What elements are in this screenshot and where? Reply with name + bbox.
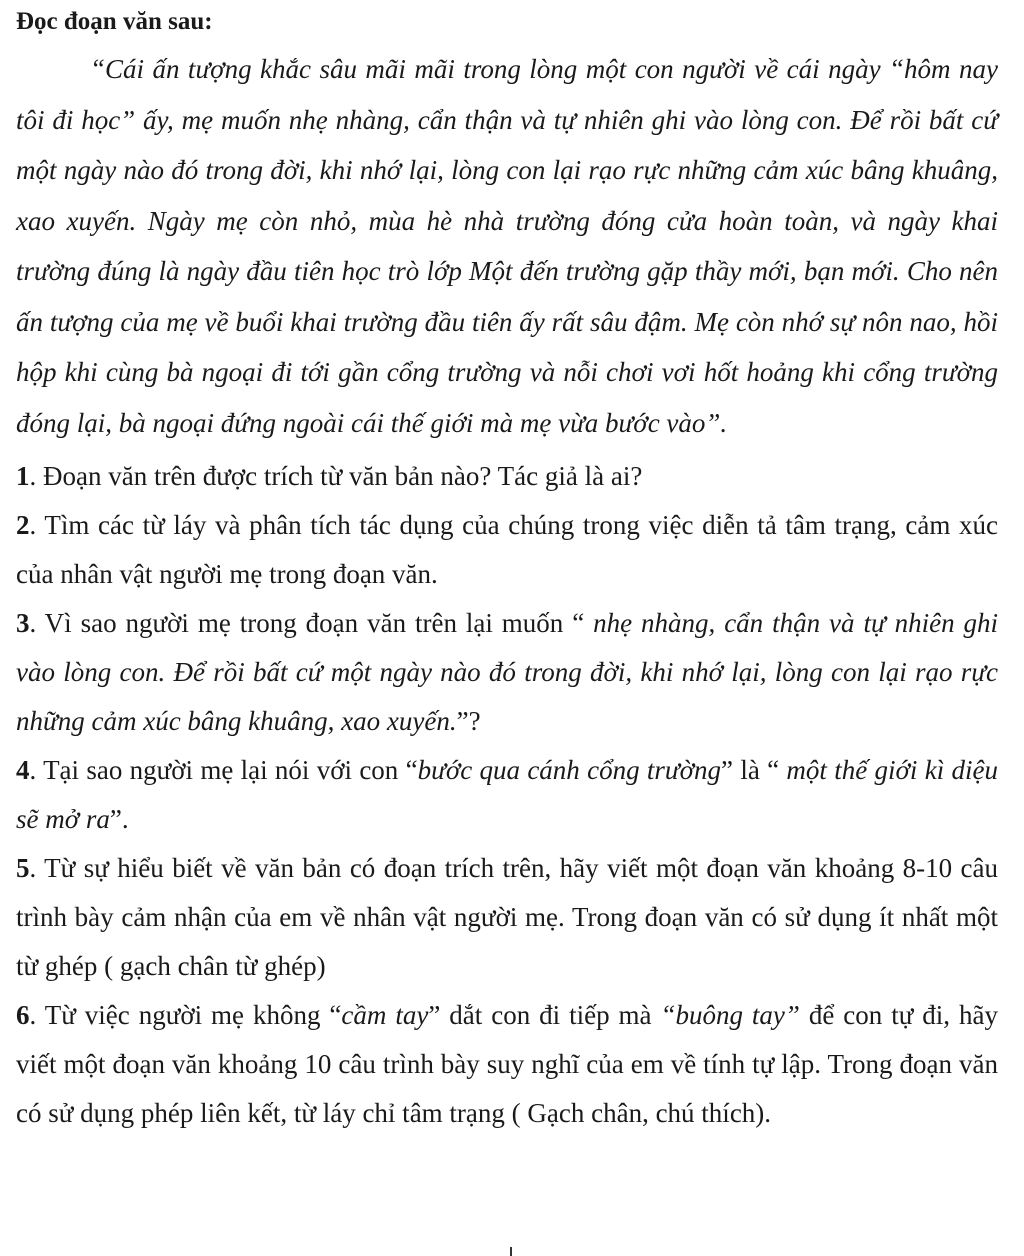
question-text: . Từ việc người mẹ không “: [29, 1000, 342, 1030]
question-number: 1: [16, 461, 30, 491]
quoted-phrase: nhẹ nhàng, cẩn thận và tự nhiên ghi vào lòng con. Để rồi bất cứ một ngày nào đó trong đời, khi nhớ lại, lòng con lại rạo rực những cảm xúc bâng khuâng, xao xuyến.: [16, 608, 998, 736]
quoted-phrase: cầm tay: [341, 1000, 429, 1030]
quoted-phrase: bước qua cánh cổng trường: [417, 755, 722, 785]
question-5: [16, 844, 998, 991]
quoted-phrase: một thế giới kì diệu sẽ mở ra: [16, 755, 999, 834]
question-text-end: ”?: [456, 706, 481, 736]
excerpt-passage: “Cái ấn tượng khắc sâu mãi mãi trong lòng một con người về cái ngày “hôm nay tôi đi học” ấy, mẹ muốn nhẹ nhàng, cẩn thận và tự nhiên ghi vào lòng con. Để rồi bất cứ một ngày nào đó trong đời, khi nhớ lại, lòng con lại rạo rực những cảm xúc bâng khuâng, xao xuyến. Ngày mẹ còn nhỏ, mùa hè nhà trường đóng cửa hoàn toàn, và ngày khai trường đúng là ngày đầu tiên học trò lớp Một đến trường gặp thầy mới, bạn mới. Cho nên ấn tượng của mẹ về buổi khai trường đầu tiên ấy rất sâu đậm. Mẹ còn nhớ sự nôn nao, hồi hộp khi cùng bà ngoại đi tới gần cổng trường và nỗi chơi vơi hốt hoảng khi cổng trường đóng lại, bà ngoại đứng ngoài cái thế giới mà mẹ vừa bước vào”.: [16, 54, 998, 438]
question-2: [16, 501, 998, 599]
question-number: 4: [16, 755, 30, 785]
question-text: . Vì sao người mẹ trong đoạn văn trên lại muốn “: [29, 608, 594, 638]
question-4: [16, 746, 998, 844]
question-3: [16, 599, 998, 746]
question-text-mid: ” là “: [721, 755, 787, 785]
question-text: . Tìm các từ láy và phân tích tác dụng của chúng trong việc diễn tả tâm trạng, cảm xúc của nhân vật người mẹ trong đoạn văn.: [16, 510, 998, 589]
question-text-end: ”.: [109, 804, 129, 834]
question-number: 5: [16, 853, 30, 883]
question-number: 2: [16, 510, 30, 540]
question-number: 3: [16, 608, 30, 638]
question-number: 6: [16, 1000, 30, 1030]
question-text: . Đoạn văn trên được trích từ văn bản nào? Tác giả là ai?: [29, 461, 643, 491]
question-text-mid: ” dắt con đi tiếp mà: [428, 1000, 661, 1030]
quoted-phrase: “buông tay”: [660, 1000, 800, 1030]
question-text: . Từ sự hiểu biết về văn bản có đoạn trích trên, hãy viết một đoạn văn khoảng 8-10 câu trình bày cảm nhận của em về nhân vật người mẹ. Trong đoạn văn có sử dụng ít nhất một từ ghép ( gạch chân từ ghép): [16, 853, 998, 981]
question-1: [16, 452, 998, 501]
question-6: [16, 991, 998, 1138]
question-text-end: để con tự đi, hãy viết một đoạn văn khoảng 10 câu trình bày suy nghĩ của em về tính tự lập. Trong đoạn văn có sử dụng phép liên kết, từ láy chỉ tâm trạng ( Gạch chân, chú thích).: [16, 1000, 998, 1128]
instruction-heading: Đọc đoạn văn sau:: [16, 8, 213, 35]
question-text: . Tại sao người mẹ lại nói với con “: [29, 755, 418, 785]
cursor-mark: [510, 1247, 512, 1256]
